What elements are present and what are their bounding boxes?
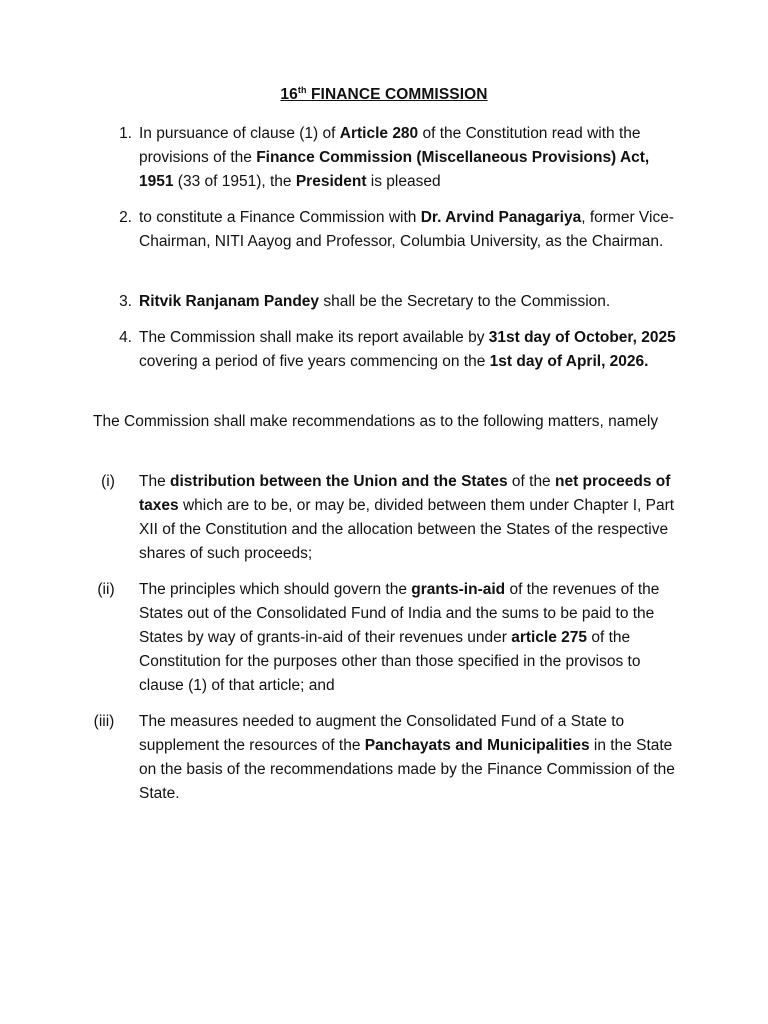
roman-item-3-text (139, 710, 679, 806)
text-segment: in the State on the basis of the recommendations made by the Finance Commission of the State. (139, 737, 675, 802)
text-segment: In pursuance of clause (1) of (139, 125, 340, 142)
roman-item-2-marker: (ii) (97, 581, 115, 598)
text-segment: The Commission shall make its report available by (139, 329, 489, 346)
item-3-text (139, 290, 679, 314)
bold-text-segment: net proceeds of taxes (139, 473, 671, 514)
item-1-marker: 1. (119, 125, 132, 142)
text-segment: shall be the Secretary to the Commission. (319, 293, 611, 310)
page-title (0, 86, 768, 104)
bold-text-segment: distribution between the Union and the States (170, 473, 508, 490)
text-segment: is pleased (366, 173, 441, 190)
item-1-text (139, 122, 679, 194)
title-prefix: 16 (280, 86, 298, 103)
roman-item-1-text (139, 470, 679, 566)
bold-text-segment: Finance Commission (Miscellaneous Provisions) Act, 1951 (139, 149, 650, 190)
item-2-marker: 2. (119, 209, 132, 226)
item-4-marker: 4. (119, 329, 132, 346)
bold-text-segment: 31st day of October, 2025 (488, 329, 676, 346)
text-segment: covering a period of five years commencing on the (139, 353, 490, 370)
text-segment: The principles which should govern the (139, 581, 412, 598)
bold-text-segment: Ritvik Ranjanam Pandey (139, 293, 320, 310)
item-2-text (139, 206, 679, 254)
bold-text-segment: Panchayats and Municipalities (364, 737, 590, 754)
roman-item-1-marker: (i) (101, 473, 115, 490)
title-rest: FINANCE COMMISSION (306, 86, 488, 103)
text-segment: of the revenues of the States out of the Consolidated Fund of India and the sums to be paid to the States by way of grants-in-aid of their revenues under (139, 581, 660, 646)
text-segment: which are to be, or may be, divided between them under Chapter I, Part XII of the Constitution and the allocation between the States of the respective shares of such proceeds; (139, 497, 675, 562)
text-segment: The (139, 473, 171, 490)
bold-text-segment: Article 280 (339, 125, 419, 142)
bold-text-segment: 1st day of April, 2026. (489, 353, 649, 370)
bold-text-segment: grants-in-aid (411, 581, 506, 598)
bold-text-segment: Dr. Arvind Panagariya (420, 209, 582, 226)
text-segment: of the (507, 473, 555, 490)
title-superscript: th (297, 85, 307, 95)
roman-item-2-text (139, 578, 679, 698)
text-segment: of the Constitution read with the provisions of the (139, 125, 641, 166)
text-segment: , former Vice-Chairman, NITI Aayog and Professor, Columbia University, as the Chairman. (139, 209, 674, 250)
text-segment: The measures needed to augment the Consolidated Fund of a State to supplement the resources of the (139, 713, 625, 754)
text-segment: to constitute a Finance Commission with (139, 209, 421, 226)
bold-text-segment: President (295, 173, 367, 190)
roman-item-3-marker: (iii) (93, 713, 115, 730)
bold-text-segment: article 275 (511, 629, 588, 646)
item-3-marker: 3. (119, 293, 132, 310)
text-segment: of the Constitution for the purposes other than those specified in the provisos to clause (1) of that article; and (139, 629, 641, 694)
item-4-text (139, 326, 679, 374)
intro-paragraph: The Commission shall make recommendations as to the following matters, namely (93, 413, 659, 430)
text-segment: (33 of 1951), the (173, 173, 296, 190)
